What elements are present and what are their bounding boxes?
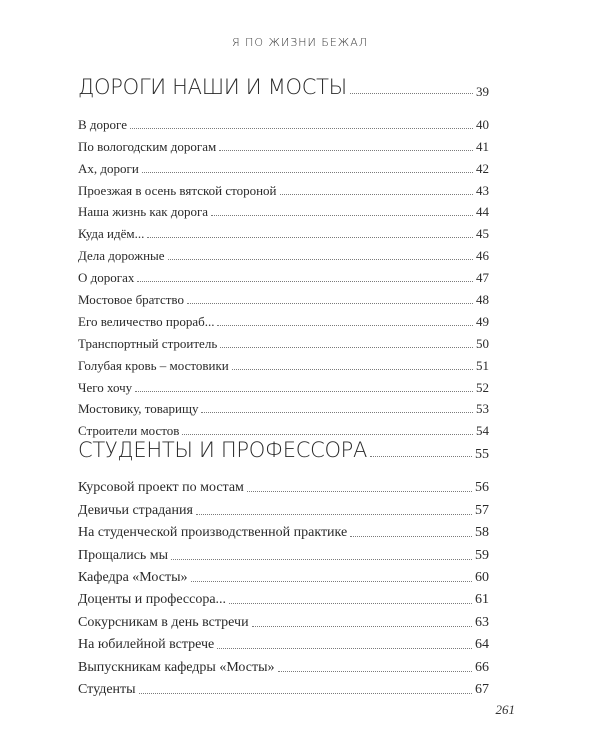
toc-entry bbox=[78, 133, 489, 155]
toc-entry bbox=[78, 496, 489, 518]
dot-leader bbox=[350, 93, 473, 94]
entry-page-number: 53 bbox=[476, 401, 489, 417]
toc-entry bbox=[78, 417, 489, 439]
dot-leader bbox=[196, 514, 472, 515]
dot-leader bbox=[137, 281, 473, 282]
dot-leader bbox=[168, 259, 473, 260]
entry-page-number: 49 bbox=[476, 313, 489, 329]
entry-title: Доценты и профессора... bbox=[78, 592, 227, 608]
toc-entry bbox=[78, 220, 489, 242]
entry-page-number: 54 bbox=[476, 423, 489, 439]
toc-entry bbox=[78, 286, 489, 308]
toc-entry bbox=[78, 308, 489, 330]
dot-leader bbox=[191, 581, 473, 582]
entry-title: Девичьи страдания bbox=[78, 502, 193, 518]
toc-entry bbox=[78, 352, 489, 374]
dot-leader bbox=[182, 434, 473, 435]
toc-entry bbox=[78, 177, 489, 199]
toc-entry bbox=[78, 676, 489, 698]
dot-leader bbox=[142, 172, 473, 173]
dot-leader bbox=[211, 215, 473, 216]
entry-page-number: 60 bbox=[475, 569, 489, 585]
dot-leader bbox=[135, 391, 473, 392]
entry-title: Куда идём... bbox=[78, 226, 145, 242]
entry-title: Его величество прораб... bbox=[78, 313, 215, 329]
entry-page-number: 40 bbox=[476, 116, 489, 132]
dot-leader bbox=[147, 237, 473, 238]
dot-leader bbox=[370, 456, 472, 457]
entry-title: Строители мостов bbox=[78, 423, 180, 439]
entry-title: Мостовое братство bbox=[78, 292, 184, 308]
section-page-number: 39 bbox=[476, 84, 489, 99]
entry-page-number: 57 bbox=[475, 502, 489, 518]
entry-page-number: 52 bbox=[476, 379, 489, 395]
toc-entry bbox=[78, 586, 489, 608]
entry-title: Голубая кровь – мостовики bbox=[78, 357, 229, 373]
dot-leader bbox=[280, 194, 473, 195]
section-header bbox=[78, 438, 489, 462]
toc-entry bbox=[78, 653, 489, 675]
dot-leader bbox=[229, 603, 472, 604]
entry-page-number: 43 bbox=[476, 182, 489, 198]
entry-title: Выпускникам кафедры «Мосты» bbox=[78, 659, 275, 675]
dot-leader bbox=[217, 648, 472, 649]
entry-page-number: 58 bbox=[475, 525, 489, 541]
toc-entry-list bbox=[78, 474, 489, 698]
entry-title: Мостовику, товарищу bbox=[78, 401, 199, 417]
toc-section bbox=[78, 438, 489, 698]
entry-title: О дорогах bbox=[78, 270, 135, 286]
toc-entry bbox=[78, 330, 489, 352]
entry-title: В дороге bbox=[78, 116, 127, 132]
entry-page-number: 48 bbox=[476, 292, 489, 308]
dot-leader bbox=[252, 626, 472, 627]
entry-title: По вологодским дорогам bbox=[78, 138, 217, 154]
dot-leader bbox=[201, 412, 473, 413]
entry-page-number: 51 bbox=[476, 357, 489, 373]
entry-title: Проезжая в осень вятской стороной bbox=[78, 182, 277, 198]
entry-page-number: 46 bbox=[476, 248, 489, 264]
toc-entry-list bbox=[78, 111, 489, 439]
entry-page-number: 44 bbox=[476, 204, 489, 220]
entry-page-number: 64 bbox=[475, 637, 489, 653]
entry-page-number: 47 bbox=[476, 270, 489, 286]
running-head: Я ПО ЖИЗНИ БЕЖАЛ bbox=[231, 36, 369, 49]
entry-page-number: 45 bbox=[476, 226, 489, 242]
dot-leader bbox=[247, 491, 472, 492]
entry-title: Студенты bbox=[78, 681, 136, 697]
toc-entry bbox=[78, 608, 489, 630]
toc-entry bbox=[78, 199, 489, 221]
entry-page-number: 66 bbox=[475, 659, 489, 675]
entry-title: Чего хочу bbox=[78, 379, 133, 395]
entry-page-number: 50 bbox=[476, 335, 489, 351]
toc-section bbox=[78, 75, 489, 439]
entry-title: Дела дорожные bbox=[78, 248, 165, 264]
entry-title: Кафедра «Мосты» bbox=[78, 569, 188, 585]
toc-entry bbox=[78, 631, 489, 653]
entry-page-number: 41 bbox=[476, 138, 489, 154]
entry-page-number: 56 bbox=[475, 480, 489, 496]
entry-title: Прощались мы bbox=[78, 547, 169, 563]
section-title: СТУДЕНТЫ И ПРОФЕССОРА bbox=[78, 438, 368, 462]
toc-entry bbox=[78, 111, 489, 133]
toc-entry bbox=[78, 519, 489, 541]
toc-entry bbox=[78, 374, 489, 396]
entry-title: На студенческой производственной практике bbox=[78, 525, 348, 541]
toc-entry bbox=[78, 396, 489, 418]
entry-page-number: 63 bbox=[475, 614, 489, 630]
toc-entry bbox=[78, 564, 489, 586]
entry-title: На юбилейной встрече bbox=[78, 637, 215, 653]
entry-title: Сокурсникам в день встречи bbox=[78, 614, 249, 630]
entry-title: Ах, дороги bbox=[78, 160, 139, 176]
dot-leader bbox=[171, 559, 472, 560]
entry-page-number: 61 bbox=[475, 592, 489, 608]
section-title: ДОРОГИ НАШИ И МОСТЫ bbox=[78, 75, 347, 99]
dot-leader bbox=[187, 303, 473, 304]
section-page-number: 55 bbox=[475, 447, 489, 462]
entry-page-number: 67 bbox=[475, 681, 489, 697]
dot-leader bbox=[350, 536, 472, 537]
entry-title: Транспортный строитель bbox=[78, 335, 218, 351]
dot-leader bbox=[219, 150, 473, 151]
dot-leader bbox=[217, 325, 473, 326]
dot-leader bbox=[130, 128, 473, 129]
page-number: 261 bbox=[495, 702, 515, 717]
toc-entry bbox=[78, 474, 489, 496]
dot-leader bbox=[139, 693, 472, 694]
toc-entry bbox=[78, 155, 489, 177]
entry-page-number: 42 bbox=[476, 160, 489, 176]
toc-entry bbox=[78, 541, 489, 563]
section-header bbox=[78, 75, 489, 99]
entry-title: Наша жизнь как дорога bbox=[78, 204, 209, 220]
dot-leader bbox=[232, 369, 473, 370]
dot-leader bbox=[220, 347, 473, 348]
dot-leader bbox=[278, 671, 472, 672]
entry-title: Курсовой проект по мостам bbox=[78, 480, 244, 496]
entry-page-number: 59 bbox=[475, 547, 489, 563]
toc-entry bbox=[78, 242, 489, 264]
toc-entry bbox=[78, 264, 489, 286]
